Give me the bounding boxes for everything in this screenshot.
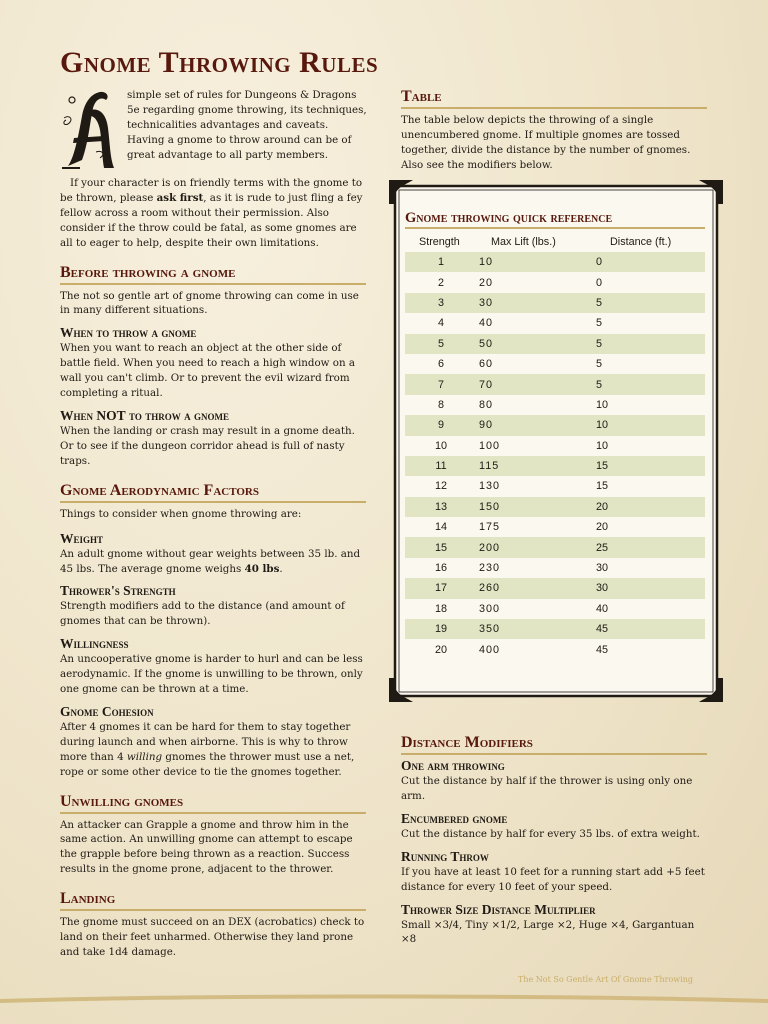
- cell-distance: 40: [596, 602, 609, 615]
- cell-max-lift: 130: [479, 480, 501, 493]
- before-throwing-text: The not so gentle art of gnome throwing can come in use in many different situations.: [60, 289, 359, 317]
- cell-distance: 15: [596, 460, 609, 473]
- cell-strength: 4: [437, 317, 444, 330]
- heading-running-throw: Running Throw: [401, 848, 489, 864]
- heading-distance-modifiers: Distance Modifiers: [401, 734, 707, 755]
- when-not-to-throw-text: When the landing or crash may result in a gnome death. Or to see if the dungeon corridor ahead is full of nasty traps.: [60, 424, 355, 467]
- cell-strength: 5: [437, 337, 444, 350]
- when-not-heading-a: When: [60, 407, 97, 423]
- intro-text: simple set of rules for Dungeons & Dragons 5e regarding gnome throwing, its techniques, technicalities advantages and caveats. Having a gnome to throw around can be of great advantage to all party members.: [127, 89, 367, 161]
- heading-weight: Weight: [60, 530, 104, 546]
- table-body: [405, 252, 705, 660]
- cell-max-lift: 80: [479, 398, 494, 411]
- cell-strength: 19: [434, 623, 447, 636]
- heading-throwers-strength: Thrower's Strength: [60, 583, 176, 599]
- cell-max-lift: 50: [479, 337, 494, 350]
- intro-block: [60, 88, 366, 170]
- cell-strength: 20: [434, 643, 447, 656]
- cell-max-lift: 150: [479, 500, 501, 513]
- cell-strength: 14: [434, 521, 447, 534]
- cell-max-lift: 100: [479, 439, 501, 452]
- heading-aerodynamic-factors: Gnome Aerodynamic Factors: [60, 482, 366, 503]
- cell-strength: 12: [434, 480, 447, 493]
- cell-distance: 5: [596, 378, 603, 391]
- distance-modifiers-section: [401, 734, 707, 947]
- cell-distance: 20: [596, 500, 609, 513]
- quick-reference-title: Gnome throwing quick reference: [405, 210, 705, 229]
- cell-max-lift: 30: [479, 296, 494, 309]
- running-throw-text: If you have at least 10 feet for a running start add +5 feet distance for every 10 feet of your speed.: [401, 865, 705, 893]
- weight-text-b: .: [279, 562, 283, 575]
- cell-distance: 5: [596, 337, 603, 350]
- cell-distance: 15: [596, 480, 609, 493]
- quick-reference-frame: [389, 180, 723, 702]
- cell-strength: 3: [437, 296, 444, 309]
- table-row: [405, 476, 705, 496]
- friendly-paragraph: [60, 176, 366, 251]
- heading-encumbered: Encumbered gnome: [401, 810, 508, 826]
- size-multiplier-text: Small ×3/4, Tiny ×1/2, Large ×2, Huge ×4, Gargantuan ×8: [401, 918, 695, 946]
- cell-max-lift: 200: [479, 541, 501, 554]
- cell-strength: 13: [434, 500, 447, 513]
- cell-max-lift: 230: [479, 562, 501, 575]
- table-row: [405, 415, 705, 435]
- table-row: [405, 619, 705, 639]
- cell-max-lift: 115: [479, 460, 500, 473]
- cell-max-lift: 90: [479, 419, 494, 432]
- cell-distance: 45: [596, 623, 609, 636]
- table-row: [405, 537, 705, 557]
- throwers-strength-text: Strength modifiers add to the distance (and amount of gnomes that can be thrown).: [60, 600, 345, 628]
- cell-distance: 5: [596, 317, 603, 330]
- cell-distance: 5: [596, 296, 603, 309]
- cell-strength: 6: [437, 358, 444, 371]
- dropcap-illuminated-letter: [60, 88, 118, 170]
- heading-size-multiplier: Thrower Size Distance Multiplier: [401, 901, 596, 917]
- heading-landing: Landing: [60, 890, 366, 911]
- cell-strength: 8: [437, 398, 444, 411]
- table-row: [405, 252, 705, 272]
- cell-distance: 5: [596, 358, 603, 371]
- cohesion-text: [60, 720, 366, 780]
- cell-max-lift: 350: [479, 623, 501, 636]
- cell-distance: 30: [596, 582, 609, 595]
- cell-distance: 10: [596, 439, 609, 452]
- table-row: [405, 293, 705, 313]
- when-to-throw-text: When you want to reach an object at the other side of battle field. When you need to reach a high window on a wall you can't climb. Or to prevent the evil wizard from completing a ritual.: [60, 342, 356, 400]
- heading-unwilling-gnomes: Unwilling gnomes: [60, 793, 366, 814]
- table-header-row: [405, 232, 705, 252]
- cell-strength: 11: [435, 460, 447, 473]
- heading-before-throwing: Before throwing a gnome: [60, 264, 366, 285]
- heading-when-not-to-throw: [60, 408, 366, 424]
- col-header-strength: Strength: [419, 236, 460, 248]
- weight-bold: 40 lbs: [244, 562, 280, 575]
- cell-strength: 10: [434, 439, 447, 452]
- cell-max-lift: 175: [479, 521, 501, 534]
- weight-text: [60, 547, 366, 577]
- cell-distance: 10: [596, 419, 609, 432]
- cell-max-lift: 300: [479, 602, 501, 615]
- table-row: [405, 639, 705, 659]
- cell-max-lift: 260: [479, 582, 501, 595]
- one-arm-text: Cut the distance by half if the thrower is using only one arm.: [401, 775, 693, 802]
- cell-strength: 17: [434, 582, 447, 595]
- cell-distance: 45: [596, 643, 609, 656]
- table-row: [405, 578, 705, 598]
- cell-strength: 7: [437, 378, 444, 391]
- friendly-text-b: , as it is rude to just fling a fey fellow across a room without their permission. Also consider if the throw could be fatal, as some gnomes are all to eager to help, despite their own limitations.: [60, 191, 363, 249]
- col-header-distance: Distance (ft.): [610, 236, 672, 248]
- table-row: [405, 272, 705, 292]
- cell-strength: 9: [437, 419, 444, 432]
- footer-text: The Not So Gentle Art Of Gnome Throwing: [518, 975, 693, 984]
- table-row: [405, 436, 705, 456]
- heading-gnome-cohesion: Gnome Cohesion: [60, 703, 154, 719]
- table-row: [405, 517, 705, 537]
- cell-distance: 0: [596, 276, 603, 289]
- cell-strength: 18: [434, 602, 447, 615]
- cell-strength: 2: [437, 276, 444, 289]
- table-row: [405, 456, 705, 476]
- table-row: [405, 395, 705, 415]
- landing-text: The gnome must succeed on an DEX (acrobatics) check to land on their feet unharmed. Otherwise they land prone and take 1d4 damage.: [60, 916, 365, 958]
- cohesion-text-b: gnomes the thrower must use a net, rope or some other device to tie the gnomes together.: [60, 750, 355, 778]
- heading-willingness: Willingness: [60, 636, 129, 652]
- table-row: [405, 374, 705, 394]
- cell-distance: 25: [596, 541, 609, 554]
- cell-max-lift: 40: [479, 317, 494, 330]
- left-column: [60, 88, 366, 960]
- footer-decoration: [0, 985, 768, 1015]
- cell-distance: 30: [596, 562, 609, 575]
- page-title: Gnome Throwing Rules: [60, 46, 379, 79]
- cell-strength: 16: [434, 562, 447, 575]
- cell-distance: 20: [596, 521, 609, 534]
- table-row: [405, 334, 705, 354]
- right-column: [401, 88, 707, 173]
- when-not-heading-c: to throw a gnome: [125, 407, 229, 423]
- cell-max-lift: 60: [479, 358, 494, 371]
- cohesion-italic: willing: [126, 750, 163, 763]
- table-intro-text: The table below depicts the throwing of a single unencumbered gnome. If multiple gnomes are tossed together, divide the distance by the number of gnomes. Also see the modifiers below.: [401, 114, 691, 171]
- col-header-max-lift: Max Lift (lbs.): [491, 236, 556, 248]
- cell-max-lift: 70: [479, 378, 494, 391]
- table-row: [405, 599, 705, 619]
- heading-when-to-throw: When to throw a gnome: [60, 325, 197, 341]
- table-row: [405, 313, 705, 333]
- heading-table: Table: [401, 88, 707, 109]
- unwilling-text: An attacker can Grapple a gnome and throw him in the same action. An unwilling gnome can attempt to escape the grapple before being thrown as a reaction. Success results in the gnome prone, adjacent to the thrower.: [60, 818, 353, 876]
- cell-strength: 15: [434, 541, 447, 554]
- willingness-text: An uncooperative gnome is harder to hurl and can be less aerodynamic. If the gnome is unwilling to be thrown, only one gnome can be thrown at a time.: [60, 653, 363, 696]
- heading-one-arm: One arm throwing: [401, 758, 505, 773]
- when-not-heading-not: NOT: [96, 407, 126, 423]
- table-row: [405, 558, 705, 578]
- cell-distance: 10: [596, 398, 609, 411]
- cell-strength: 1: [437, 256, 444, 269]
- encumbered-text: Cut the distance by half for every 35 lbs. of extra weight.: [401, 827, 700, 840]
- weight-text-a: An adult gnome without gear weights between 35 lb. and 45 lbs. The average gnome weighs: [60, 547, 361, 575]
- cell-distance: 0: [596, 256, 603, 269]
- cell-max-lift: 20: [479, 276, 494, 289]
- friendly-bold: ask first: [156, 191, 204, 204]
- cell-max-lift: 10: [479, 256, 494, 269]
- aerodynamic-text: Things to consider when gnome throwing are:: [60, 507, 302, 520]
- friendly-text-a: If your character is on friendly terms with the gnome to be thrown, please: [60, 177, 363, 204]
- table-row: [405, 354, 705, 374]
- quick-reference-table: [405, 232, 705, 660]
- cohesion-text-a: After 4 gnomes it can be hard for them to stay together during launch and when airborne. This is why to throw more than 4: [60, 720, 351, 763]
- table-row: [405, 497, 705, 517]
- cell-max-lift: 400: [479, 643, 501, 656]
